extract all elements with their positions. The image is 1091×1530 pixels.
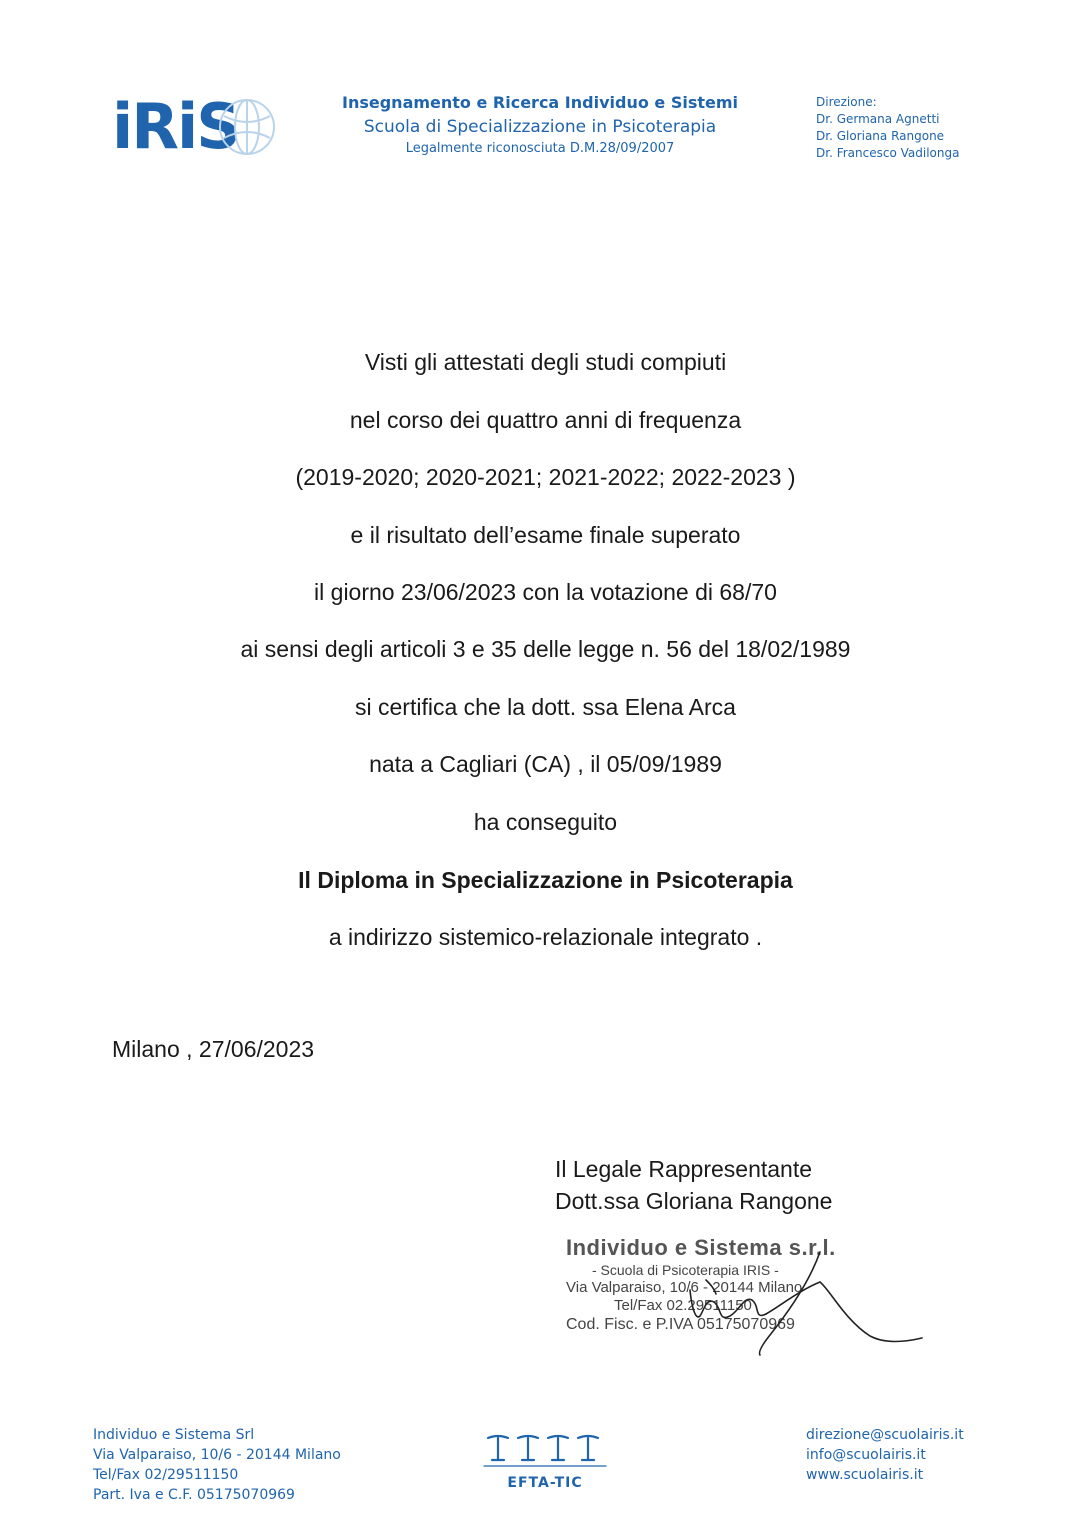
diploma-title: Il Diploma in Specializzazione in Psicoterapia <box>298 867 793 893</box>
efta-label: EFTA-TIC <box>507 1475 583 1491</box>
footer-phone: Tel/Fax 02/29511150 <box>93 1467 239 1483</box>
certificate-line: Visti gli attestati degli studi compiuti <box>364 349 727 375</box>
stamp-tax-code: Cod. Fisc. e P.IVA 05175070969 <box>566 1316 795 1333</box>
globe-leaf-icon <box>216 96 278 158</box>
school-subtitle: Scuola di Specializzazione in Psicoterapia <box>363 117 717 137</box>
footer-email-direction: direzione@scuolairis.it <box>806 1427 964 1443</box>
stamp-phone: Tel/Fax 02.29511150 <box>614 1297 752 1314</box>
signatory <box>555 1153 832 1217</box>
signatory-role: Il Legale Rappresentante <box>555 1156 813 1182</box>
certificate-line: nata a Cagliari (CA) , il 05/09/1989 <box>369 751 722 777</box>
footer-company-info <box>93 1425 341 1505</box>
diploma-subtitle: a indirizzo sistemico-relazionale integrato . <box>328 924 763 950</box>
efta-figures-icon <box>480 1430 610 1468</box>
footer-website: www.scuolairis.it <box>806 1467 924 1483</box>
director-name: Dr. Francesco Vadilonga <box>816 146 960 160</box>
footer-contacts <box>806 1425 964 1485</box>
school-recognition: Legalmente riconosciuta D.M.28/09/2007 <box>405 141 675 156</box>
footer-email-info: info@scuolairis.it <box>806 1447 926 1463</box>
director-name: Dr. Gloriana Rangone <box>816 129 945 143</box>
certificate-line: si certifica che la dott. ssa Elena Arca <box>355 694 736 720</box>
certificate-line: ai sensi degli articoli 3 e 35 delle legge n. 56 del 18/02/1989 <box>240 636 851 662</box>
director-name: Dr. Germana Agnetti <box>816 112 940 126</box>
footer-vat: Part. Iva e C.F. 05175070969 <box>93 1487 295 1503</box>
signatory-name: Dott.ssa Gloriana Rangone <box>555 1188 833 1214</box>
certificate-line: nel corso dei quattro anni di frequenza <box>349 407 742 433</box>
direction-block <box>816 94 1016 162</box>
logo-text: iRiS <box>112 90 239 163</box>
efta-tic-logo <box>475 1430 615 1491</box>
footer-address: Via Valparaiso, 10/6 - 20144 Milano <box>93 1447 341 1463</box>
stamp-school: - Scuola di Psicoterapia IRIS - <box>592 1262 779 1278</box>
school-header <box>330 92 750 158</box>
certificate-line: e il risultato dell’esame finale superato <box>350 522 741 548</box>
certificate-line: il giorno 23/06/2023 con la votazione di 68/70 <box>314 579 777 605</box>
certificate-line: (2019-2020; 2020-2021; 2021-2022; 2022-2023 ) <box>295 464 796 490</box>
school-name: Insegnamento e Ricerca Individuo e Sistemi <box>342 93 738 112</box>
direction-label: Direzione: <box>816 95 877 109</box>
stamp-company: Individuo e Sistema s.r.l. <box>566 1235 836 1260</box>
place-date: Milano , 27/06/2023 <box>112 1036 315 1062</box>
footer-company-name: Individuo e Sistema Srl <box>93 1427 255 1443</box>
handwritten-signature <box>670 1250 930 1360</box>
certificate-line: ha conseguito <box>473 809 618 835</box>
iris-logo <box>112 92 282 162</box>
stamp-address: Via Valparaiso, 10/6 - 20144 Milano <box>566 1279 803 1296</box>
